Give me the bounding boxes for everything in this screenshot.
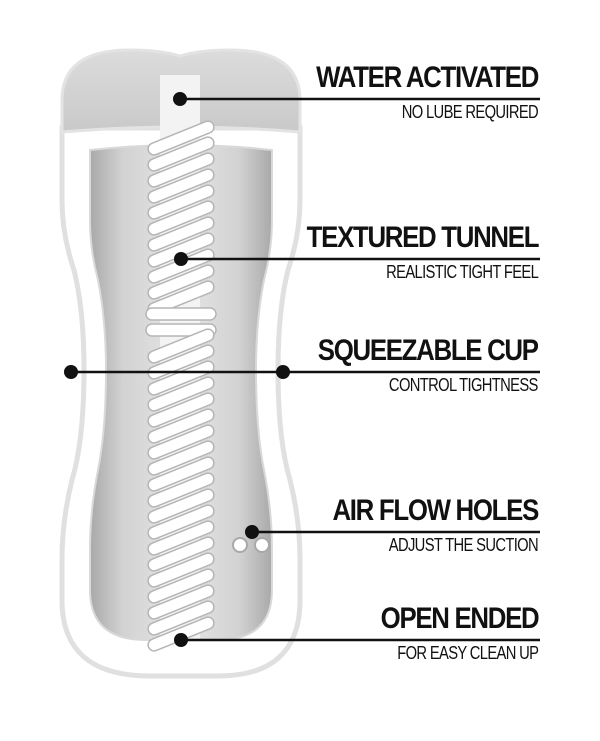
callout-textured-tunnel — [269, 221, 538, 283]
air-hole — [255, 538, 269, 552]
leader-dot-squeezable-cup-left — [64, 365, 78, 379]
callout-title: AIR FLOW HOLES — [332, 494, 538, 527]
callout-title: TEXTURED TUNNEL — [306, 221, 538, 254]
callout-open-ended — [355, 602, 538, 664]
callout-title: OPEN ENDED — [380, 602, 538, 635]
tunnel-rib — [146, 308, 216, 320]
callout-subtitle: FOR EASY CLEAN UP — [396, 643, 538, 663]
leader-dot-textured-tunnel — [174, 252, 188, 266]
leader-dot-open-ended — [174, 633, 188, 647]
air-hole — [233, 538, 247, 552]
callout-title: SQUEEZABLE CUP — [318, 334, 538, 367]
callout-air-flow-holes — [299, 494, 538, 556]
leader-dot-air-flow-holes — [245, 525, 259, 539]
callout-subtitle: CONTROL TIGHTNESS — [389, 375, 538, 395]
callout-subtitle: ADJUST THE SUCTION — [388, 535, 538, 555]
callout-subtitle: REALISTIC TIGHT FEEL — [385, 262, 538, 282]
callout-squeezable-cup — [282, 334, 538, 396]
callout-water-activated — [280, 61, 538, 123]
leader-dot-water-activated — [173, 92, 187, 106]
callout-title: WATER ACTIVATED — [316, 61, 538, 94]
callout-subtitle: NO LUBE REQUIRED — [401, 102, 538, 122]
